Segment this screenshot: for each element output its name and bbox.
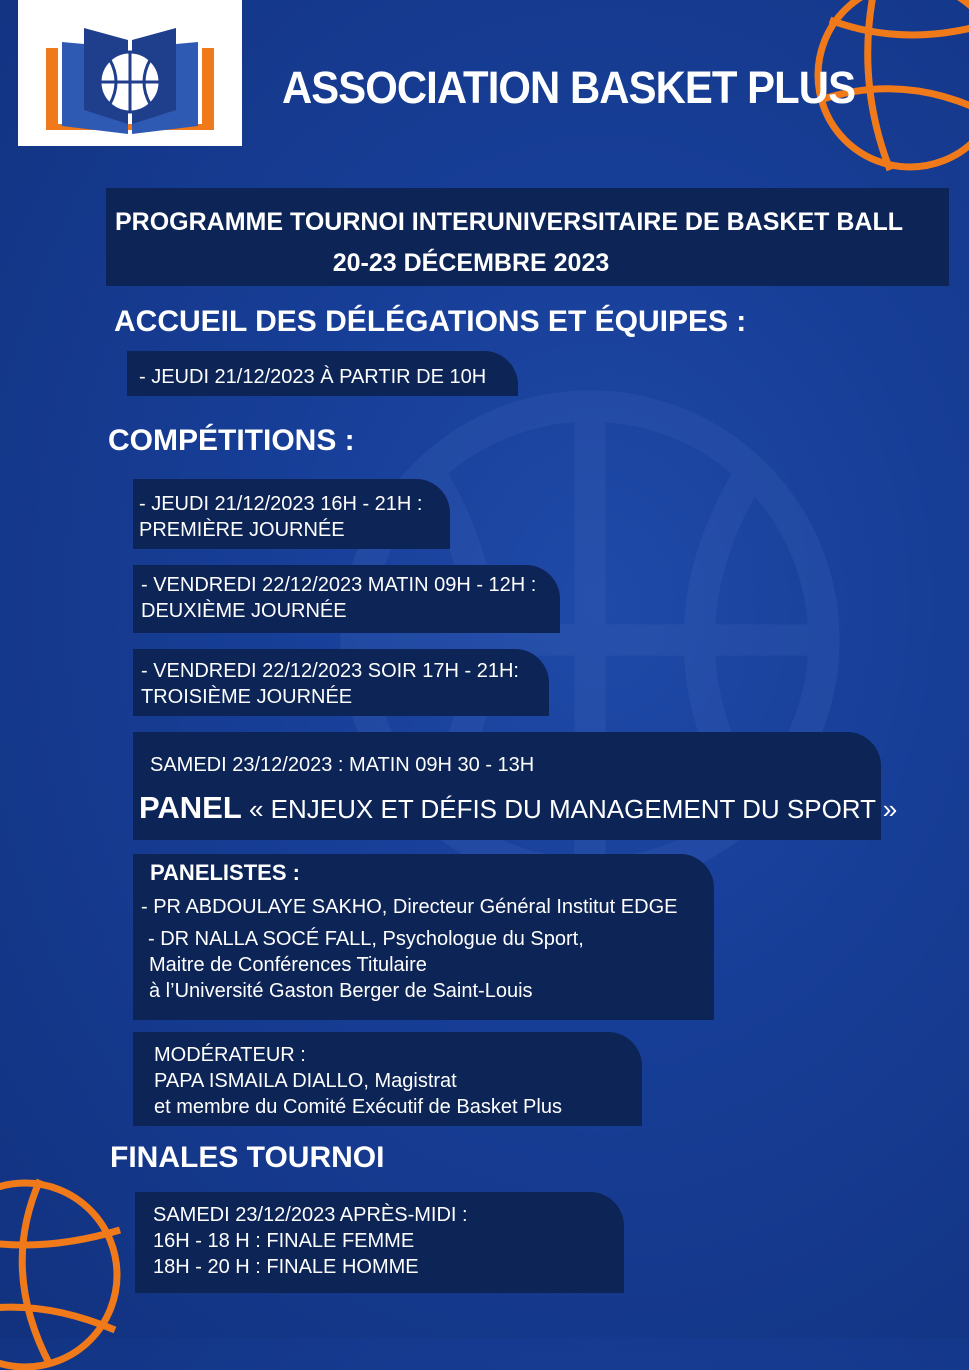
panelist-2-title: Maitre de Conférences Titulaire [149, 954, 427, 976]
panel-topic: « ENJEUX ET DÉFIS DU MANAGEMENT DU SPORT » [249, 794, 898, 824]
accueil-item: - JEUDI 21/12/2023 À PARTIR DE 10H [139, 366, 487, 388]
panelist-1: - PR ABDOULAYE SAKHO, Directeur Général Institut EDGE [141, 896, 678, 918]
programme-dates: 20-23 DÉCEMBRE 2023 [332, 249, 610, 277]
panel-label: PANEL [139, 790, 242, 825]
competition-3-day: TROISIÈME JOURNÉE [141, 686, 353, 708]
competition-1-time: - JEUDI 21/12/2023 16H - 21H : [139, 493, 423, 515]
finales-date: SAMEDI 23/12/2023 APRÈS-MIDI : [153, 1204, 468, 1226]
panelist-2-institution: à l’Université Gaston Berger de Saint-Louis [149, 980, 533, 1002]
competition-3-time: - VENDREDI 22/12/2023 SOIR 17H - 21H: [141, 660, 519, 682]
moderateur-role: et membre du Comité Exécutif de Basket Plus [154, 1096, 562, 1118]
panel-title [139, 790, 897, 826]
panel-date: SAMEDI 23/12/2023 : MATIN 09H 30 - 13H [150, 754, 535, 776]
finale-homme: 18H - 20 H : FINALE HOMME [153, 1256, 419, 1278]
organization-name: ASSOCIATION BASKET PLUS [282, 62, 856, 113]
moderateur-name: PAPA ISMAILA DIALLO, Magistrat [154, 1070, 457, 1092]
panelistes-heading: PANELISTES : [150, 860, 300, 885]
programme-title: PROGRAMME TOURNOI INTERUNIVERSITAIRE DE BASKET BALL [115, 208, 903, 236]
finale-femme: 16H - 18 H : FINALE FEMME [153, 1230, 415, 1252]
competitions-heading: COMPÉTITIONS : [108, 424, 355, 457]
panelist-2-name: - DR NALLA SOCÉ FALL, Psychologue du Sport, [148, 928, 584, 950]
association-logo [18, 0, 242, 146]
finales-heading: FINALES TOURNOI [110, 1141, 385, 1174]
corner-basketball-icon-bottom [0, 1170, 130, 1370]
moderateur-heading: MODÉRATEUR : [154, 1044, 306, 1066]
competition-2-day: DEUXIÈME JOURNÉE [141, 600, 347, 622]
accueil-heading: ACCUEIL DES DÉLÉGATIONS ET ÉQUIPES : [114, 305, 747, 338]
competition-2-time: - VENDREDI 22/12/2023 MATIN 09H - 12H : [141, 574, 537, 596]
book-basketball-logo-icon [18, 0, 242, 146]
competition-1-day: PREMIÈRE JOURNÉE [139, 519, 345, 541]
